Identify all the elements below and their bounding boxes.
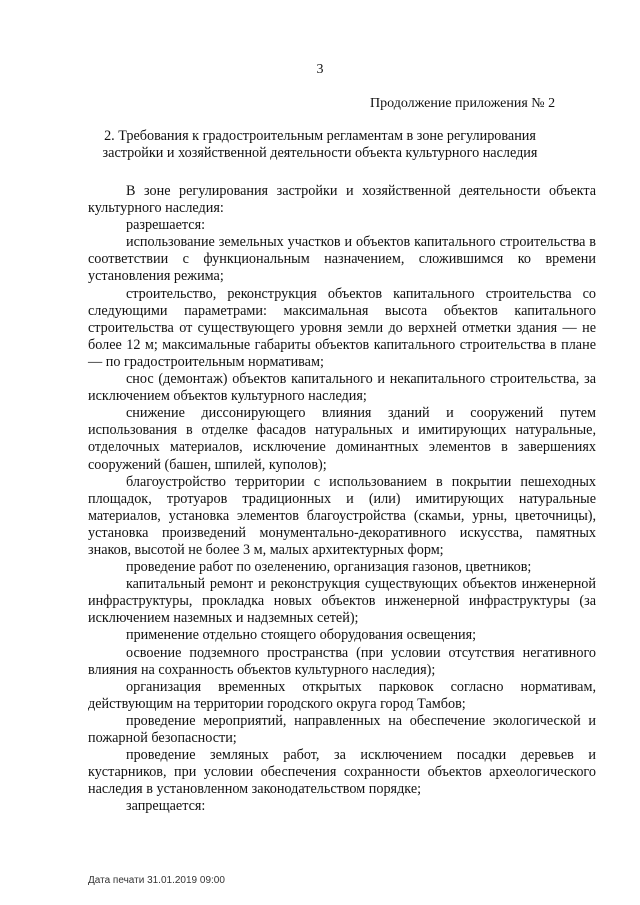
list-item: проведение мероприятий, направленных на обеспечение экологической и пожарной безопасности; xyxy=(88,712,596,746)
list-item: проведение работ по озеленению, организация газонов, цветников; xyxy=(126,559,532,576)
prohibited-label: запрещается: xyxy=(126,798,206,815)
print-date-footer: Дата печати 31.01.2019 09:00 xyxy=(88,875,225,886)
document-body xyxy=(88,183,596,815)
section-heading: 2. Требования к градостроительным регламентам в зоне регулирования застройки и хозяйственной деятельности объекта культурного наследия xyxy=(102,128,538,161)
intro-paragraph: В зоне регулирования застройки и хозяйственной деятельности объекта культурного наследия: xyxy=(88,183,596,217)
list-item: использование земельных участков и объектов капитального строительства в соответствии с функциональным назначением, сложившимся ко времени установления режима; xyxy=(88,234,596,285)
list-item: снос (демонтаж) объектов капитального и некапитального строительства, за исключением объектов культурного наследия; xyxy=(88,371,596,405)
permitted-label: разрешается: xyxy=(126,217,206,234)
list-item: освоение подземного пространства (при условии отсутствия негативного влияния на сохранность объектов культурного наследия); xyxy=(88,644,596,678)
appendix-continuation-label: Продолжение приложения № 2 xyxy=(370,96,556,111)
list-item: благоустройство территории с использованием в покрытии пешеходных площадок, тротуаров традиционных и (или) имитирующих натуральные материалов, установка элементов благоустройства (скамьи, урны, цветочницы), установка произведений монументально-декоративного искусства, памятных знаков, высотой не более 3 м, малых архитектурных форм; xyxy=(88,473,596,558)
list-item: организация временных открытых парковок согласно нормативам, действующим на территории городского округа город Тамбов; xyxy=(88,678,596,712)
list-item: строительство, реконструкция объектов капитального строительства со следующими параметрами: максимальная высота объектов капитального строительства от существующего уровня земли до верхней отметки здания — не более 12 м; максимальные габариты объектов капитального строительства в плане — по градостроительным нормативам; xyxy=(88,285,596,370)
list-item: проведение земляных работ, за исключением посадки деревьев и кустарников, при условии обеспечения сохранности объектов археологического наследия в установленном законодательством порядке; xyxy=(88,747,596,798)
list-item: капитальный ремонт и реконструкция существующих объектов инженерной инфраструктуры, прокладка новых объектов инженерной инфраструктуры (за исключением наземных и надземных сетей); xyxy=(88,576,596,627)
list-item: снижение диссонирующего влияния зданий и сооружений путем использования в отделке фасадов натуральных и имитирующих натуральные, отделочных материалов, исключение доминантных элементов в завершениях сооружений (башен, шпилей, куполов); xyxy=(88,405,596,473)
list-item: применение отдельно стоящего оборудования освещения; xyxy=(126,627,477,644)
page-number: 3 xyxy=(316,62,324,77)
